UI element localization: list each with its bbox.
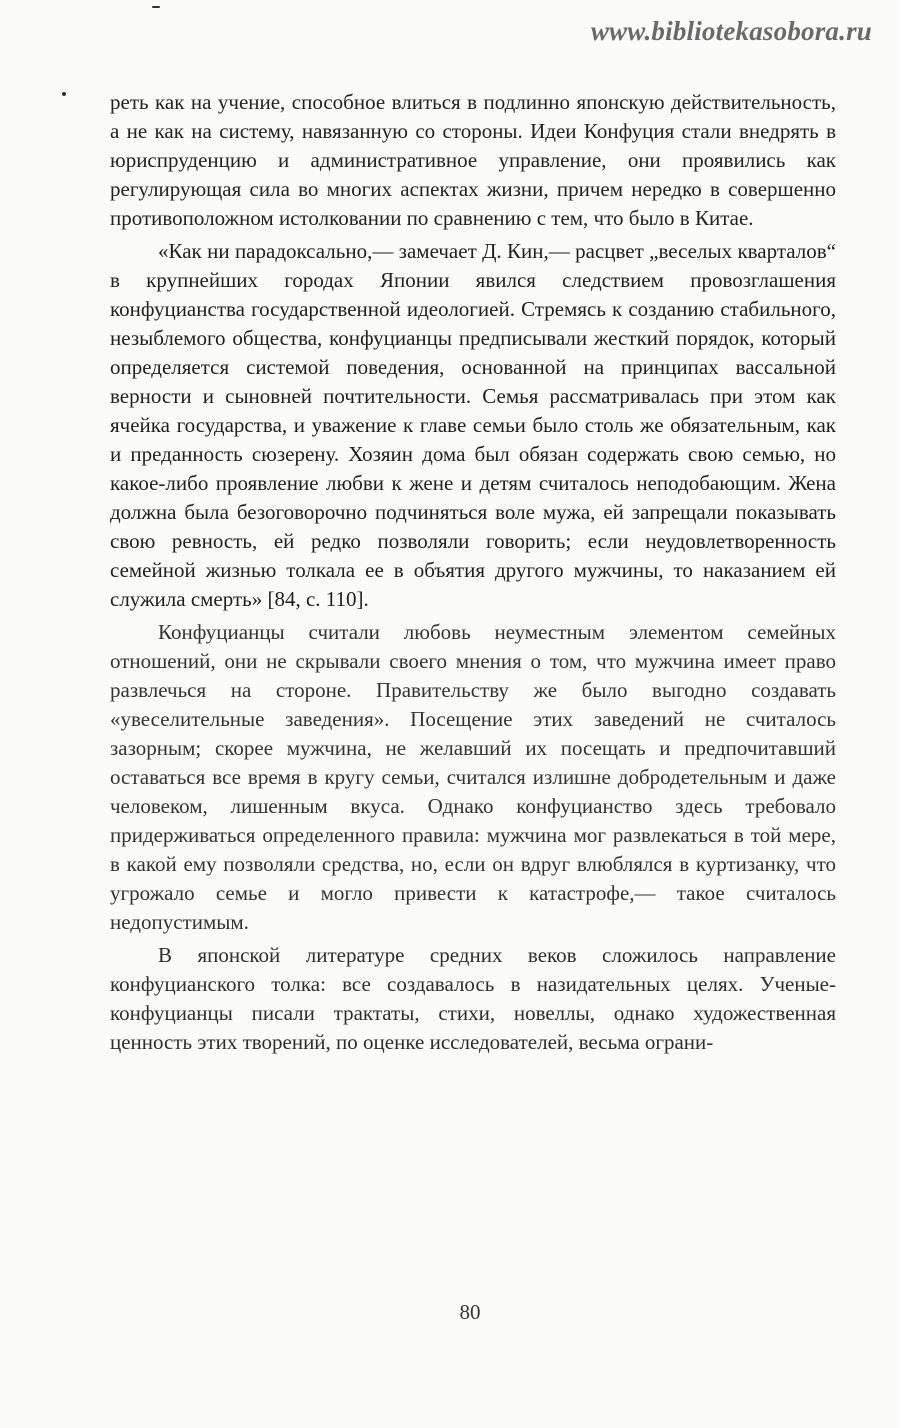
body-text [110,88,836,1061]
print-speck [62,92,66,96]
paragraph-3: Конфуцианцы считали любовь неуместным элементом семейных отношений, они не скрывали своего мнения о том, что мужчина имеет право развлечься на стороне. Правительству же было выгодно создавать «увеселительные заведения». Посещение этих заведений не считалось зазорным; скорее мужчина, не желавший их посещать и предпочитавший оставаться все время в кругу семьи, считался излишне добродетельным и даже человеком, лишенным вкуса. Однако конфуцианство здесь требовало придерживаться определенного правила: мужчина мог развлекаться в той мере, в какой ему позволяли средства, но, если он вдруг влюблялся в куртизанку, что угрожало семье и могло привести к катастрофе,— такое считалось недопустимым. [110,620,836,934]
paragraph-2-quote: «Как ни парадоксально,— замечает Д. Кин,— расцвет „веселых кварталов“ в крупнейших городах Японии явился следствием провозглашения конфуцианства государственной идеологией. Стремясь к созданию стабильного, незыблемого общества, конфуцианцы предписывали жесткий порядок, который определяется системой поведения, основанной на принципах вассальной верности и сыновней почтительности. Семья рассматривалась при этом как ячейка государства, и уважение к главе семьи было столь же обязательным, как и преданность сюзерену. Хозяин дома был обязан содержать свою семью, но какое-либо проявление любви к жене и детям считалось неподобающим. Жена должна была безоговорочно подчиняться воле мужа, ей запрещали показывать свою ревность, ей редко позволяли говорить; если неудовлетворенность семейной жизнью толкала ее в объятия другого мужчины, то наказанием ей служила смерть» [84, с. 110]. [110,239,836,611]
watermark-url: www.bibliotekasobora.ru [590,16,872,46]
paragraph-4: В японской литературе средних веков сложилось направление конфуцианского толка: все создавалось в назидательных целях. Ученые-конфуцианцы писали трактаты, стихи, новеллы, однако художественная ценность этих творений, по оценке исследователей, весьма ограни- [110,943,836,1054]
page-number: 80 [459,1300,481,1324]
print-speck [152,6,160,8]
paragraph-1: реть как на учение, способное влиться в подлинно японскую действительность, а не как на систему, навязанную со стороны. Идеи Конфуция стали внедрять в юриспруденцию и административное управление, они проявились как регулирующая сила во многих аспектах жизни, причем нередко в совершенно противоположном истолковании по сравнению с тем, что было в Китае. [110,90,836,230]
